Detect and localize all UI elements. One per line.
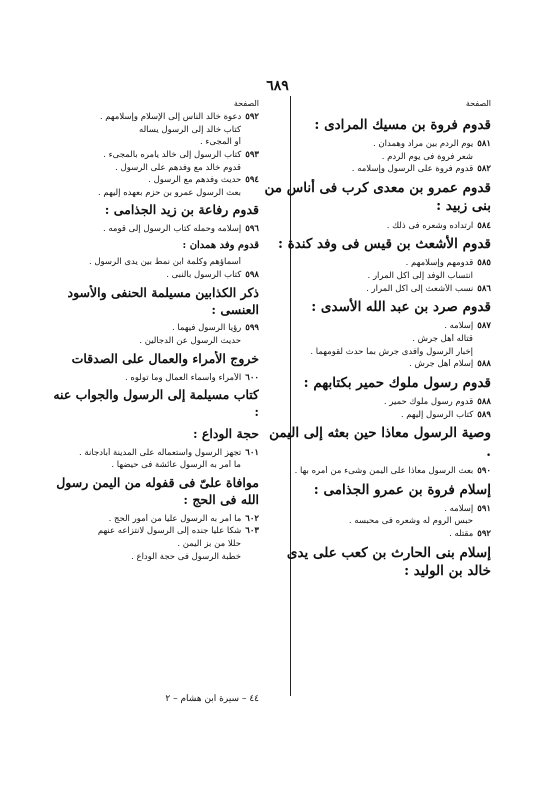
index-subentry [263,347,491,358]
entry-text: كتاب خالد إلى الرسول يسأله [139,124,241,135]
page-ref-number: ٥٨٨ [477,397,491,408]
page-ref-number: ٥٩٤ [245,175,259,186]
entry-text: موافاة علىّ فى قفوله من اليمن رسول الله فى الحج : [56,475,259,507]
index-entry [263,139,491,150]
entry-text: رؤيا الرسول فيهما . [171,323,242,334]
entry-text: إسلام بنى الحارث بن كعب على يدى خالد بن الوليد : [286,544,491,579]
entry-text: قدومهم وإسلامهم . [405,258,474,269]
entry-text: قدوم فروة بن مسيك المرادى : [314,117,491,133]
entry-text: حديث الرسول عن الدجالين . [139,336,241,346]
entry-text: ما أمر به الرسول عائشة فى حيضها . [111,460,241,471]
entry-text: قتاله أهل جرش . [412,334,473,345]
entry-text: قدوم رسول ملوك حمير . [383,397,474,408]
section-heading [51,202,259,219]
entry-text: إسلامه وحمله كتاب الرسول إلى قومه . [102,224,242,235]
page-number: ٦٨٩ [266,78,289,94]
entry-text: حجة الوداع : [192,425,259,441]
section-heading [263,481,491,499]
entry-text: بعث الرسول عمرو بن حزم بعهده إليهم . [98,187,241,198]
column-header-right: الصفحة [465,99,491,108]
index-entry [51,224,259,235]
index-entry [51,526,259,537]
right-column [263,112,491,672]
section-heading [263,179,491,215]
index-entry [263,466,491,477]
entry-text: قدوم صرد بن عبد الله الأسدى : [311,299,491,316]
index-subentry [263,152,491,163]
entry-text: ما أمر به الرسول عليا من أمور الحج . [108,513,242,524]
entry-text: ارتداده وشعره فى ذلك . [386,220,474,231]
index-entry [263,284,491,295]
entry-text: حديث وفدهم مع الرسول . [148,175,242,186]
entry-text: بعث الرسول معاذا على اليمن وشىء من أمره بها . [294,465,474,476]
entry-text: خطبة الرسول فى حجة الوداع . [131,551,241,562]
index-subentry [51,188,259,199]
index-subentry [263,516,491,527]
page-ref-number: ٥٩٢ [245,112,259,122]
page-ref-number: ٦٠١ [245,447,259,458]
index-entry [263,504,491,515]
page-ref-number: ٥٨١ [477,139,491,150]
index-entry [51,175,259,186]
section-heading [263,235,491,253]
section-heading [51,239,259,253]
entry-text: قدوم عمرو بن معدى كرب فى أناس من بنى زبيد : [264,180,491,215]
entry-text: كتاب مسيلمة إلى الرسول والجواب عنه : [53,387,259,419]
entry-text: تجهز الرسول واستعماله على المدينة أبادجانة . [79,447,242,458]
entry-text: كتاب الرسول إلى خالد يأمره بالمجىء . [103,149,242,160]
page-ref-number: ٦٠٣ [245,526,259,537]
footer-signature: ٤٤ – سيرة ابن هشام – ٢ [165,694,259,704]
entry-text: إسلامه . [444,321,474,332]
entry-text: خروج الأمراء والعمال على الصدقات [71,350,259,366]
section-heading [51,426,259,443]
section-heading [263,116,491,134]
section-heading [51,387,259,421]
entry-text: شعر فروة فى يوم الردم . [381,151,473,162]
index-subentry [51,336,259,347]
index-entry [51,323,259,334]
entry-text: كتاب الرسول بالنبى . [166,270,242,280]
page-ref-number: ٦٠٢ [245,513,259,524]
entry-text: قدوم رسول ملوك حمير بكتابهم : [303,374,491,391]
entry-text: إخبار الرسول وافدى جرش بما حدث لقومهما . [310,346,473,357]
section-heading [51,475,259,509]
index-subentry [51,125,259,136]
index-entry [263,529,491,540]
entry-text: كتاب الرسول إليهم . [400,409,474,420]
section-heading [51,351,259,368]
index-entry [51,373,259,384]
entry-text: إسلام فروة بن عمرو الجذامى : [313,481,491,498]
page-ref-number: ٥٨٨ [477,359,491,370]
page-ref-number: ٥٩٩ [245,323,259,334]
index-subentry [51,460,259,471]
index-entry [51,448,259,459]
entry-text: وصية الرسول معاذا حين بعثه إلى اليمن . [269,425,491,460]
index-subentry [51,552,259,563]
entry-text: حبس الروم له وشعره فى محبسه . [348,516,473,527]
index-subentry [51,539,259,550]
page-ref-number: ٥٩٣ [245,149,259,160]
page-ref-number: ٥٩١ [477,503,491,514]
section-heading [263,298,491,316]
index-entry [263,321,491,332]
section-heading [263,544,491,580]
page-ref-number: ٦٠٠ [245,372,259,383]
index-subentry [51,163,259,174]
page-ref-number: ٥٨٩ [477,409,491,420]
entry-text: شكا عليا جنده إلى الرسول لانتزاعه عنهم [97,526,242,537]
page-ref-number: ٥٩٠ [477,465,491,476]
index-subentry [51,137,259,148]
entry-text: أو المجىء . [199,137,241,148]
entry-text: قدوم فروة على الرسول وإسلامه . [351,164,474,175]
index-subentry [51,257,259,268]
entry-text: قدوم الأشعث بن قيس فى وفد كندة : [277,236,491,253]
index-entry [263,221,491,232]
entry-text: مقتله . [449,528,474,539]
index-entry [51,514,259,525]
entry-text: نسب الأشعث إلى آكل المرار . [366,283,474,294]
index-entry [51,150,259,161]
page-ref-number: ٥٨٤ [477,220,491,231]
index-subentry [263,271,491,282]
index-entry [51,270,259,281]
index-entry [263,410,491,421]
page-ref-number: ٥٨٢ [477,164,491,175]
entry-text: الأمراء وأسماء العمال وما تولوه . [125,372,242,383]
left-column [51,112,259,712]
entry-text: إسلام أهل جرش . [409,359,474,370]
section-heading [263,424,491,460]
index-entry [263,164,491,175]
index-entry [51,112,259,123]
entry-text: قدوم وفد همدان : [182,239,259,251]
entry-text: قدوم خالد مع وفدهم على الرسول . [115,162,241,173]
section-heading [263,374,491,392]
page-ref-number: ٥٩٢ [477,528,491,539]
entry-text: إسلامه . [444,503,474,514]
entry-text: أسماؤهم وكلمة ابن نمط بين يدى الرسول . [88,257,241,268]
index-entry [263,359,491,370]
entry-text: حللا من بز اليمن . [177,539,241,549]
page-ref-number: ٥٨٥ [477,258,491,269]
index-entry [263,258,491,269]
page-ref-number: ٥٨٧ [477,321,491,332]
section-heading [51,285,259,319]
entry-text: قدوم رفاعة بن زيد الجذامى : [104,202,259,218]
entry-text: يوم الردم بين مراد وهمدان . [373,139,474,150]
page-ref-number: ٥٩٨ [245,270,259,280]
column-header-left: الصفحة [233,99,259,108]
index-entry [263,397,491,408]
entry-text: دعوة خالد الناس إلى الإسلام وإسلامهم . [99,112,242,122]
page-ref-number: ٥٨٦ [477,283,491,294]
entry-text: ذكر الكذابين مسيلمة الحنفى والأسود العنسى : [67,284,259,317]
index-subentry [263,334,491,345]
entry-text: انتساب الوفد إلى آكل المرار . [367,271,473,281]
page-ref-number: ٥٩٦ [245,224,259,235]
